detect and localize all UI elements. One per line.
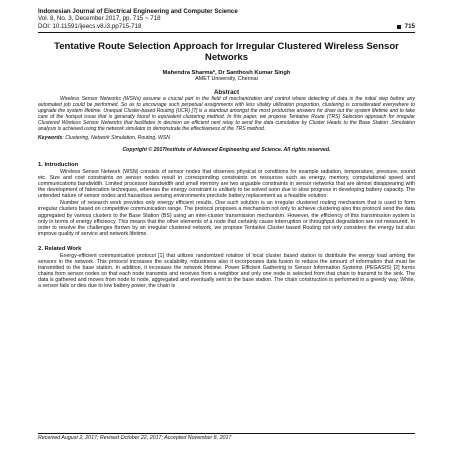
received-dates: Received August 2, 2017; Revised October 22, 2017; Accepted November 8, 2017 [38,435,232,441]
paper-title: Tentative Route Selection Approach for Irregular Clustered Wireless Sensor Networks [54,41,399,64]
page-number-block [397,23,415,30]
related-work-paragraph-1: Energy-efficient communication protocol [1] that utilizes randomized rotation of local cluster based station to distribute the energy load among the sensors in the network. This protocol increases the scalability, robustness also it incorporates data fusion to reduce the amount of information that must be transmitted to the base station. In addition, it increases the network lifetime. Power Efficient Gathering in Sensor Information Systems (PEGASIS) [2] forms chains from sensor nodes so that each node transmits and receives from a neighbor and only one node is selected from that chain to transmit to the sink. The data is gathered and moves from node to node, aggregated and eventually sent to the base station. The chain construction is performed in a greedy way. While, a sensor fails or dies due to low battery power, the chain is [38,252,415,289]
square-bullet-icon [397,25,401,29]
paper-affiliation: AMET University, Chennai [195,76,258,83]
copyright-notice: Copyright © 2017Institute of Advanced Engineering and Science. All rights reserved. [122,147,331,153]
journal-doi: DOI: 10.11591/ijeecs.v8.i3.pp715-718 [38,22,142,30]
header-rule [38,32,415,33]
section-heading-introduction: 1. Introduction [38,162,79,169]
section-heading-related-work: 2. Related Work [38,245,82,252]
journal-name: Indonesian Journal of Electrical Engineering and Computer Science [38,8,238,15]
abstract-text: Wireless Sensor Networks (WSNs) assume a crucial part in the field of mechanization and control where detecting of data is the initial step before any automated job could be performed. So as to encourage such perpetual assignments with less vitality utilization proportion, clustering is considerated everywhere to upgrade the system lifetime. Unequal Cluster-based Routing (UCR) [7] is a standout amongst the most productive answers for draw out the system lifetime and to take care of the hotspot issue that is generally found in equivalent clustering method. In this paper, we propose Tentative Route (TRS) Selection approach for irregular Clustered Wireless Sensor Networks that facilitates in decision an efficient next relay to send the data cumulative by Cluster Heads to the Base Station .Simulation analysis is achieved using the network simulator to demonstrate the effectiveness of the TRS method. [38,95,415,132]
abstract-heading: Abstract [213,88,240,96]
keywords-label: Keywords [38,134,63,141]
footer-rule [38,433,415,434]
keywords-line [38,135,415,141]
intro-paragraph-1: Wireless Sensor Network (WSN) consists of sensor nodes that observes physical or conditions for example radiation, temperature, pressure, sound etc. Size and cost constraints on sensor nodes result in corresponding constraints on resources such as energy, memory, computational speed and communications bandwidth. Limited processor bandwidth and small memory are two arguable constraints in sensor networks that are almost disappearing with the development of fabrication techniques, whereas the energy constraint is unlikely to be solved soon due to slow progress in developing battery capacity. The untended nature of sensor nodes and hazardous sensing environments preclude battery replacement as a feasible solution. [38,169,415,200]
journal-volume: Vol. 8, No. 3, December 2017, pp. 715 ~ 718 [38,15,161,23]
paper-authors: Mahendra Sharma*, Dr Santhosh Kumar Singh [162,69,291,76]
keywords-text: : Clustering, Network Simulation, Routing, WSN [62,134,170,141]
journal-header [38,8,415,33]
intro-paragraph-2: Number of research work provides only energy efficient results. One such solution is an irregular clustered routing mechanism that is used to form irregular clusters based on competitive communication range. The protocol proposes a mechanism not only to achieve clustering also this protocol send the data aggregated by various clusters to the Base Station (BS) using an inter-cluster transmission mechanism. However, the efficiency of this transmission system is only in terms of energy efficiency. This means that the other elements of a node that certainly cause interruption or throughput degradation are not measured. In order to resolve the challenges thrown by an irregular clustered network, we propose Tentative Cluster based Routing not only considers the energy but also improve quality of service and network lifetime. [38,200,415,237]
page-number: 715 [404,22,415,30]
